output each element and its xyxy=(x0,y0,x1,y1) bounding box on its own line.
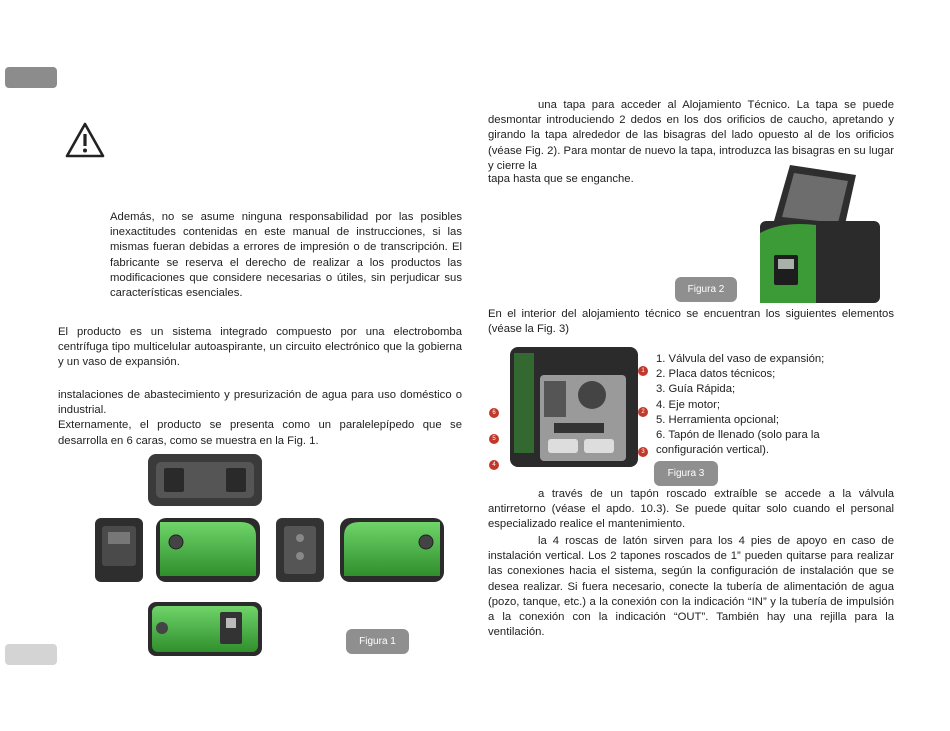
figure-3-legend xyxy=(656,352,896,458)
brass-threads-paragraph: la 4 roscas de latón sirven para los 4 pies de apoyo en caso de instalación vertical. Los 2 tapones roscados de 1” pueden quitarse para realizar las conexiones hacia el sistema, según la configuración de instalación que se desea realizar. Si fuera necesario, conecte la tubería de alimentación de agua (pozo, tanque, etc.) a la conexión con la indicación “IN” y la tubería de impulsión a la conexión con la indicación “OUT”. También hay una rejilla para la ventilación. xyxy=(488,535,894,639)
figure-3-callout-4: 4 xyxy=(489,460,499,470)
legend-item: 4. Eje motor; xyxy=(656,398,721,411)
product-side-view-left xyxy=(156,518,260,582)
figure-3 xyxy=(488,343,653,471)
check-valve-paragraph: a través de un tapón roscado extraíble se accede a la válvula antirretorno (véase el apdo. 10.3). Se puede quitar solo cuando el personal especializado realice el mantenimiento. xyxy=(488,488,894,531)
product-back-view xyxy=(276,518,324,582)
warning-icon xyxy=(65,122,105,158)
product-top-view xyxy=(148,454,262,506)
legend-item: 6. Tapón de llenado (solo para la xyxy=(656,429,820,442)
product-description-paragraph: El producto es un sistema integrado compuesto por una electrobomba centrífuga tipo multicelular autoaspirante, un circuito electrónico que la gobierna y un vaso de expansión. xyxy=(58,326,462,369)
figure-1-caption: Figura 1 xyxy=(346,629,409,654)
product-bottom-view xyxy=(148,602,262,656)
page-tab-bottom xyxy=(5,644,57,665)
cover-paragraph: una tapa para acceder al Alojamiento Técnico. La tapa se puede desmontar introduciendo 2 dedos en los dos orificios de caucho, apretando y girando la tapa alrededor de las bisagras del lado opuesto al de los orificios (véase Fig. 2). Para montar de nuevo la tapa, introduzca las bisagras en su lugar y cierre la xyxy=(488,99,894,172)
legend-item: 2. Placa datos técnicos; xyxy=(656,368,776,381)
disclaimer-paragraph: Además, no se asume ninguna responsabilidad por las posibles inexactitudes contenidas en este manual de instrucciones, si las mismas fueran debidas a errores de impresión o de transcripción. El fabricante se reserva el derecho de realizar a los productos las modificaciones que considere necesarias o útiles, sin perjudicar sus características esenciales. xyxy=(110,211,462,300)
product-front-view xyxy=(95,518,143,582)
cover-paragraph-end: tapa hasta que se enganche. xyxy=(488,173,634,185)
product-side-view-right xyxy=(340,518,444,582)
legend-item: 3. Guía Rápida; xyxy=(656,383,736,396)
figure-2-caption: Figura 2 xyxy=(675,277,737,302)
legend-item: configuración vertical). xyxy=(656,444,770,457)
figure-3-callout-5: 5 xyxy=(489,434,499,444)
application-paragraph: instalaciones de abastecimiento y presurización de agua para uso doméstico o industrial. Externamente, el producto se presenta como un paralelepípedo que se desarrolla en 6 caras, como se muestra en la Fig. 1. xyxy=(58,389,462,447)
figure-3-callout-3: 3 xyxy=(638,447,648,457)
technical-housing-paragraph: En el interior del alojamiento técnico se encuentran los siguientes elementos (véase la Fig. 3) xyxy=(488,308,894,336)
figure-2 xyxy=(752,163,882,303)
figure-3-callout-1: 1 xyxy=(638,366,648,376)
legend-item: 5. Herramienta opcional; xyxy=(656,413,780,426)
figure-3-callout-6: 6 xyxy=(489,408,499,418)
page-tab-top xyxy=(5,67,57,88)
figure-3-caption: Figura 3 xyxy=(654,461,718,486)
figure-3-callout-2: 2 xyxy=(638,407,648,417)
legend-item: 1. Válvula del vaso de expansión; xyxy=(656,353,825,365)
